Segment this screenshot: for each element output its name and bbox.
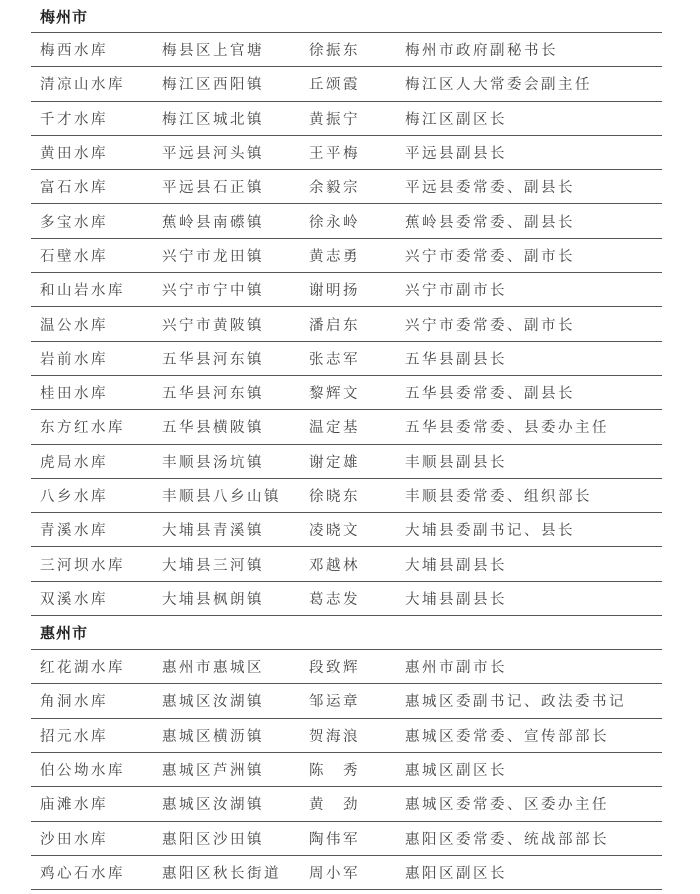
responsible-person-cell: 徐晓东 (309, 489, 360, 505)
responsible-person-cell: 丘颂霞 (309, 77, 360, 94)
location-cell: 惠阳区沙田镇 (162, 831, 264, 848)
position-cell: 惠阳区副区长 (405, 865, 507, 882)
table-row (31, 546, 662, 580)
table-row (31, 135, 662, 169)
location-cell: 大埔县青溪镇 (162, 523, 264, 540)
table-row (31, 272, 662, 306)
responsible-person-cell: 周小军 (309, 865, 360, 882)
reservoir-name-cell: 千才水库 (40, 111, 108, 128)
table-row (31, 581, 662, 615)
reservoir-name-cell: 清凉山水库 (40, 77, 125, 94)
location-cell: 惠城区横沥镇 (162, 728, 264, 745)
position-cell: 惠城区委副书记、政法委书记 (405, 694, 626, 711)
position-cell: 丰顺县副县长 (405, 454, 507, 471)
table-row (31, 649, 662, 683)
location-cell: 惠城区汝湖镇 (162, 694, 264, 711)
table-row (31, 101, 662, 135)
position-cell: 惠城区委常委、区委办主任 (405, 797, 609, 814)
position-cell: 惠州市副市长 (405, 660, 507, 677)
position-cell: 五华县委常委、县委办主任 (405, 420, 609, 437)
responsible-person-cell: 邓越林 (309, 557, 360, 574)
responsible-person-cell: 温定基 (309, 420, 360, 437)
table-row (31, 718, 662, 752)
position-cell: 平远县委常委、副县长 (405, 180, 575, 197)
responsible-person-cell: 谢定雄 (309, 454, 360, 471)
responsible-person-cell: 段致辉 (309, 660, 360, 677)
responsible-person-cell: 潘启东 (309, 317, 360, 334)
table-row (31, 786, 662, 820)
reservoir-name-cell: 招元水库 (40, 728, 108, 745)
reservoir-name-cell: 桂田水库 (40, 386, 108, 403)
reservoir-name-cell: 黄田水库 (40, 146, 108, 163)
table-row (31, 66, 662, 100)
responsible-person-cell: 张志军 (309, 351, 360, 368)
table-row (31, 203, 662, 237)
responsible-person-cell: 凌晓文 (309, 523, 360, 540)
position-cell: 大埔县委副书记、县长 (405, 523, 575, 540)
reservoir-name-cell: 东方红水库 (40, 420, 125, 437)
reservoir-name-cell: 伯公坳水库 (40, 763, 125, 780)
location-cell: 平远县石正镇 (162, 180, 264, 197)
responsible-person-cell: 黄 劲 (309, 797, 360, 814)
reservoir-name-cell: 三河坝水库 (40, 557, 125, 574)
location-cell: 兴宁市龙田镇 (162, 248, 264, 265)
position-cell: 兴宁市委常委、副市长 (405, 317, 575, 334)
responsible-person-cell: 徐永岭 (309, 214, 360, 231)
location-cell: 平远县河头镇 (162, 146, 264, 163)
table-row (31, 409, 662, 443)
responsible-person-cell: 余毅宗 (309, 180, 360, 197)
location-cell: 大埔县枫朗镇 (162, 591, 264, 608)
responsible-person-cell: 邹运章 (309, 694, 360, 711)
responsible-person-cell: 谢明扬 (309, 283, 360, 300)
location-cell: 梅江区西阳镇 (162, 77, 264, 94)
location-cell: 兴宁市宁中镇 (162, 283, 264, 300)
location-cell: 丰顺县汤坑镇 (162, 454, 264, 471)
table-row (31, 375, 662, 409)
responsible-person-cell: 贺海浪 (309, 728, 360, 745)
location-cell: 蕉岭县南礤镇 (162, 214, 264, 231)
location-cell: 兴宁市黄陂镇 (162, 317, 264, 334)
position-cell: 惠城区委常委、宣传部部长 (405, 728, 609, 745)
location-cell: 惠城区汝湖镇 (162, 797, 264, 814)
table-row (31, 238, 662, 272)
table-row (31, 444, 662, 478)
reservoir-name-cell: 和山岩水库 (40, 283, 125, 300)
responsible-person-cell: 陶伟军 (309, 831, 360, 848)
position-cell: 惠城区副区长 (405, 763, 507, 780)
location-cell: 惠阳区秋长街道 (162, 865, 281, 882)
position-cell: 惠阳区委常委、统战部部长 (405, 831, 609, 848)
position-cell: 兴宁市副市长 (405, 283, 507, 300)
position-cell: 丰顺县委常委、组织部长 (405, 489, 592, 505)
responsible-person-cell: 葛志发 (309, 591, 360, 608)
reservoir-name-cell: 虎局水库 (40, 454, 108, 471)
position-cell: 大埔县副县长 (405, 557, 507, 574)
location-cell: 惠州市惠城区 (162, 660, 264, 677)
reservoir-name-cell: 双溪水库 (40, 591, 108, 608)
position-cell: 五华县委常委、副县长 (405, 386, 575, 403)
section-title-huizhou: 惠州市 (31, 615, 662, 649)
location-cell: 惠城区芦洲镇 (162, 763, 264, 780)
table-row (31, 169, 662, 203)
table-row (31, 32, 662, 66)
section-meizhou (31, 32, 662, 615)
position-cell: 大埔县副县长 (405, 591, 507, 608)
location-cell: 大埔县三河镇 (162, 557, 264, 574)
reservoir-name-cell: 石壁水库 (40, 248, 108, 265)
reservoir-name-cell: 沙田水库 (40, 831, 108, 848)
position-cell: 兴宁市委常委、副市长 (405, 248, 575, 265)
responsible-person-cell: 黄志勇 (309, 248, 360, 265)
reservoir-name-cell: 岩前水库 (40, 351, 108, 368)
reservoir-name-cell: 梅西水库 (40, 43, 108, 60)
position-cell: 梅江区副区长 (405, 111, 507, 128)
location-cell: 五华县河东镇 (162, 351, 264, 368)
reservoir-name-cell: 青溪水库 (40, 523, 108, 540)
position-cell: 蕉岭县委常委、副县长 (405, 214, 575, 231)
reservoir-name-cell: 富石水库 (40, 180, 108, 197)
responsible-person-cell: 黄振宁 (309, 111, 360, 128)
table-row (31, 752, 662, 786)
table-row (31, 683, 662, 717)
table-row (31, 478, 662, 512)
reservoir-name-cell: 角洞水库 (40, 694, 108, 711)
responsible-person-cell: 黎辉文 (309, 386, 360, 403)
reservoir-name-cell: 庙滩水库 (40, 797, 108, 814)
reservoir-name-cell: 鸡心石水库 (40, 865, 125, 882)
position-cell: 五华县副县长 (405, 351, 507, 368)
reservoir-responsibility-table (31, 0, 662, 890)
table-row (31, 306, 662, 340)
position-cell: 平远县副县长 (405, 146, 507, 163)
table-row (31, 512, 662, 546)
location-cell: 五华县河东镇 (162, 386, 264, 403)
position-cell: 梅江区人大常委会副主任 (405, 77, 592, 94)
location-cell: 丰顺县八乡山镇 (162, 489, 281, 505)
responsible-person-cell: 徐振东 (309, 43, 360, 60)
table-row (31, 855, 662, 890)
location-cell: 梅县区上官塘 (162, 43, 264, 60)
reservoir-name-cell: 温公水库 (40, 317, 108, 334)
location-cell: 五华县横陂镇 (162, 420, 264, 437)
table-row (31, 341, 662, 375)
responsible-person-cell: 陈 秀 (309, 763, 360, 780)
table-row (31, 821, 662, 855)
reservoir-name-cell: 红花湖水库 (40, 660, 125, 677)
position-cell: 梅州市政府副秘书长 (405, 43, 558, 60)
section-huizhou (31, 649, 662, 890)
reservoir-name-cell: 八乡水库 (40, 489, 108, 505)
section-title-meizhou: 梅州市 (40, 8, 89, 26)
reservoir-name-cell: 多宝水库 (40, 214, 108, 231)
responsible-person-cell: 王平梅 (309, 146, 360, 163)
location-cell: 梅江区城北镇 (162, 111, 264, 128)
